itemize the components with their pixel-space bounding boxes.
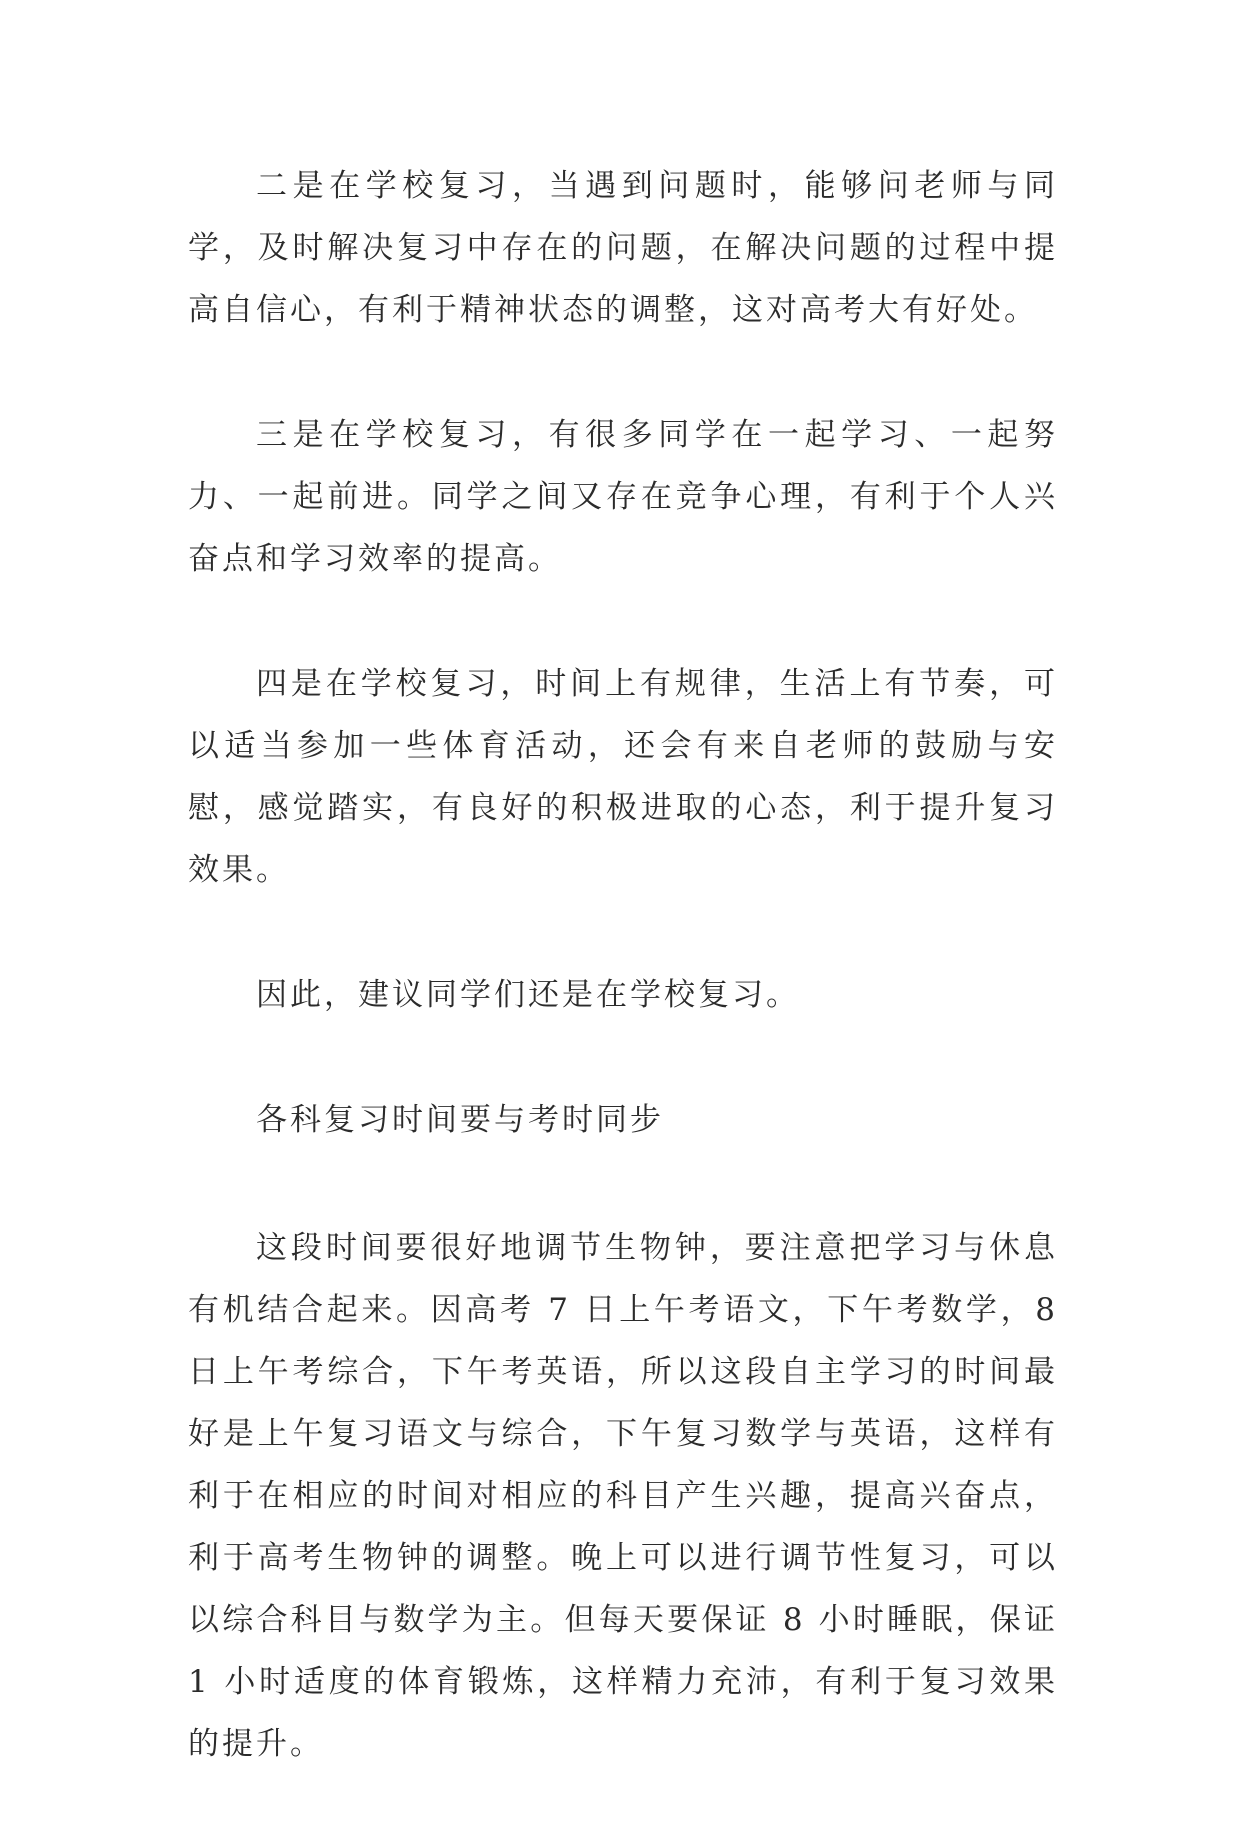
paragraph-schedule: 这段时间要很好地调节生物钟，要注意把学习与休息有机结合起来。因高考 7 日上午考语文，下午考数学，8 日上午考综合，下午考英语，所以这段自主学习的时间最好是上午复习语文与综合，下午复习数学与英语，这样有利于在相应的时间对相应的科目产生兴趣，提高兴奋点，利于高考生物钟的调整。晚上可以进行调节性复习，可以以综合科目与数学为主。但每天要保证 8 小时睡眠，保证 1 小时适度的体育锻炼，这样精力充沛，有利于复习效果的提升。 <box>188 1230 1058 1762</box>
document-body <box>188 155 1058 1838</box>
section-heading: 各科复习时间要与考时同步 <box>256 1102 664 1138</box>
paragraph-point-two: 二是在学校复习，当遇到问题时，能够问老师与同学，及时解决复习中存在的问题，在解决问题的过程中提高自信心，有利于精神状态的调整，这对高考大有好处。 <box>188 168 1058 328</box>
paragraph-point-four: 四是在学校复习，时间上有规律，生活上有节奏，可以适当参加一些体育活动，还会有来自老师的鼓励与安慰，感觉踏实，有良好的积极进取的心态，利于提升复习效果。 <box>188 666 1058 888</box>
paragraph-point-three: 三是在学校复习，有很多同学在一起学习、一起努力、一起前进。同学之间又存在竞争心理，有利于个人兴奋点和学习效率的提高。 <box>188 417 1058 577</box>
paragraph-conclusion: 因此，建议同学们还是在学校复习。 <box>256 977 800 1013</box>
